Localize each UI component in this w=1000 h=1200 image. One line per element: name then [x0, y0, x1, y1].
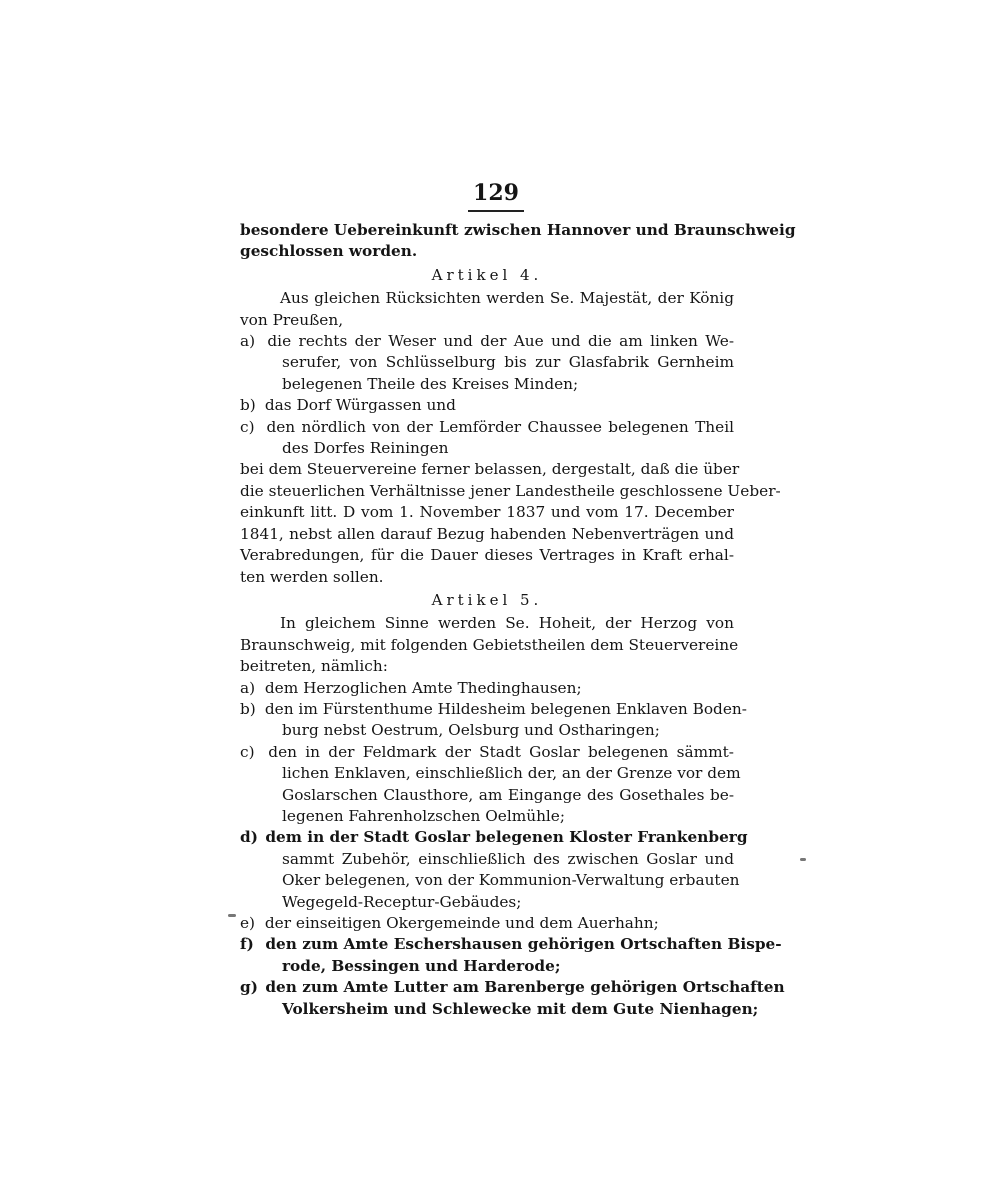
intro-line: besondere Uebereinkunft zwischen Hannover und Braunschweig: [240, 221, 796, 239]
paragraph-line: einkunft litt. D vom 1. November 1837 und vom 17. December: [240, 503, 734, 522]
list-item: e) der einseitigen Okergemeinde und dem Auerhahn;: [240, 914, 659, 932]
list-item-continuation: Oker belegenen, von der Kommunion-Verwaltung erbauten: [282, 871, 740, 890]
paragraph-line: In gleichem Sinne werden Se. Hoheit, der Herzog von: [280, 614, 734, 633]
paragraph-line: von Preußen,: [240, 310, 344, 329]
list-item-continuation: des Dorfes Reiningen: [282, 439, 449, 458]
page-number: 129: [468, 180, 524, 212]
list-item-continuation: Goslarschen Clausthore, am Eingange des Gosethales be-: [282, 785, 734, 804]
paragraph-line: ten werden sollen.: [240, 567, 384, 586]
paragraph-line: 1841, nebst allen darauf Bezug habenden Nebenverträgen und: [240, 524, 734, 543]
list-item: c) den in der Feldmark der Stadt Goslar belegenen sämmt-: [240, 742, 734, 761]
list-item: a) dem Herzoglichen Amte Thedinghausen;: [240, 678, 582, 697]
list-item-continuation: burg nebst Oestrum, Oelsburg und Ostharingen;: [282, 721, 660, 740]
list-item-continuation: legenen Fahrenholzschen Oelmühle;: [282, 806, 566, 825]
ink-smudge: [800, 858, 806, 861]
paragraph-line: Braunschweig, mit folgenden Gebietstheilen dem Steuervereine: [240, 635, 739, 654]
intro-line: geschlossen worden.: [240, 242, 418, 261]
list-item-continuation: belegenen Theile des Kreises Minden;: [282, 374, 579, 393]
paragraph-line: Verabredungen, für die Dauer dieses Vertrages in Kraft erhal-: [240, 546, 734, 565]
list-item-continuation: Volkersheim und Schlewecke mit dem Gute Nienhagen;: [282, 999, 759, 1018]
list-item: g) den zum Amte Lutter am Barenberge gehörigen Ortschaften: [240, 978, 785, 997]
paragraph-line: bei dem Steuervereine ferner belassen, dergestalt, daß die über: [240, 460, 740, 479]
list-item-continuation: sammt Zubehör, einschließlich des zwischen Goslar und: [282, 849, 734, 868]
list-item: b) das Dorf Würgassen und: [240, 396, 456, 415]
list-item-continuation: serufer, von Schlüsselburg bis zur Glasfabrik Gernheim: [282, 353, 734, 372]
ink-smudge: [228, 914, 236, 917]
list-item: f) den zum Amte Eschershausen gehörigen Ortschaften Bispe-: [240, 935, 782, 954]
list-item-continuation: lichen Enklaven, einschließlich der, an der Grenze vor dem: [282, 764, 741, 783]
list-item: c) den nördlich von der Lemförder Chaussee belegenen Theil: [240, 417, 734, 436]
paragraph-line: Aus gleichen Rücksichten werden Se. Majestät, der König: [280, 289, 734, 308]
paragraph-line: beitreten, nämlich:: [240, 657, 388, 676]
list-item: a) die rechts der Weser und der Aue und die am linken We-: [240, 332, 734, 351]
article-4-heading: Artikel 4.: [431, 265, 543, 284]
article-5-heading: Artikel 5.: [431, 590, 543, 609]
list-item: d) dem in der Stadt Goslar belegenen Kloster Frankenberg: [240, 828, 748, 847]
body-text: [240, 220, 796, 1020]
paragraph-line: die steuerlichen Verhältnisse jener Landestheile geschlossene Ueber-: [240, 481, 781, 500]
list-item: b) den im Fürstenthume Hildesheim belegenen Enklaven Boden-: [240, 699, 747, 718]
list-item-continuation: Wegegeld-Receptur-Gebäudes;: [282, 892, 522, 911]
list-item-continuation: rode, Bessingen und Harderode;: [282, 956, 561, 975]
